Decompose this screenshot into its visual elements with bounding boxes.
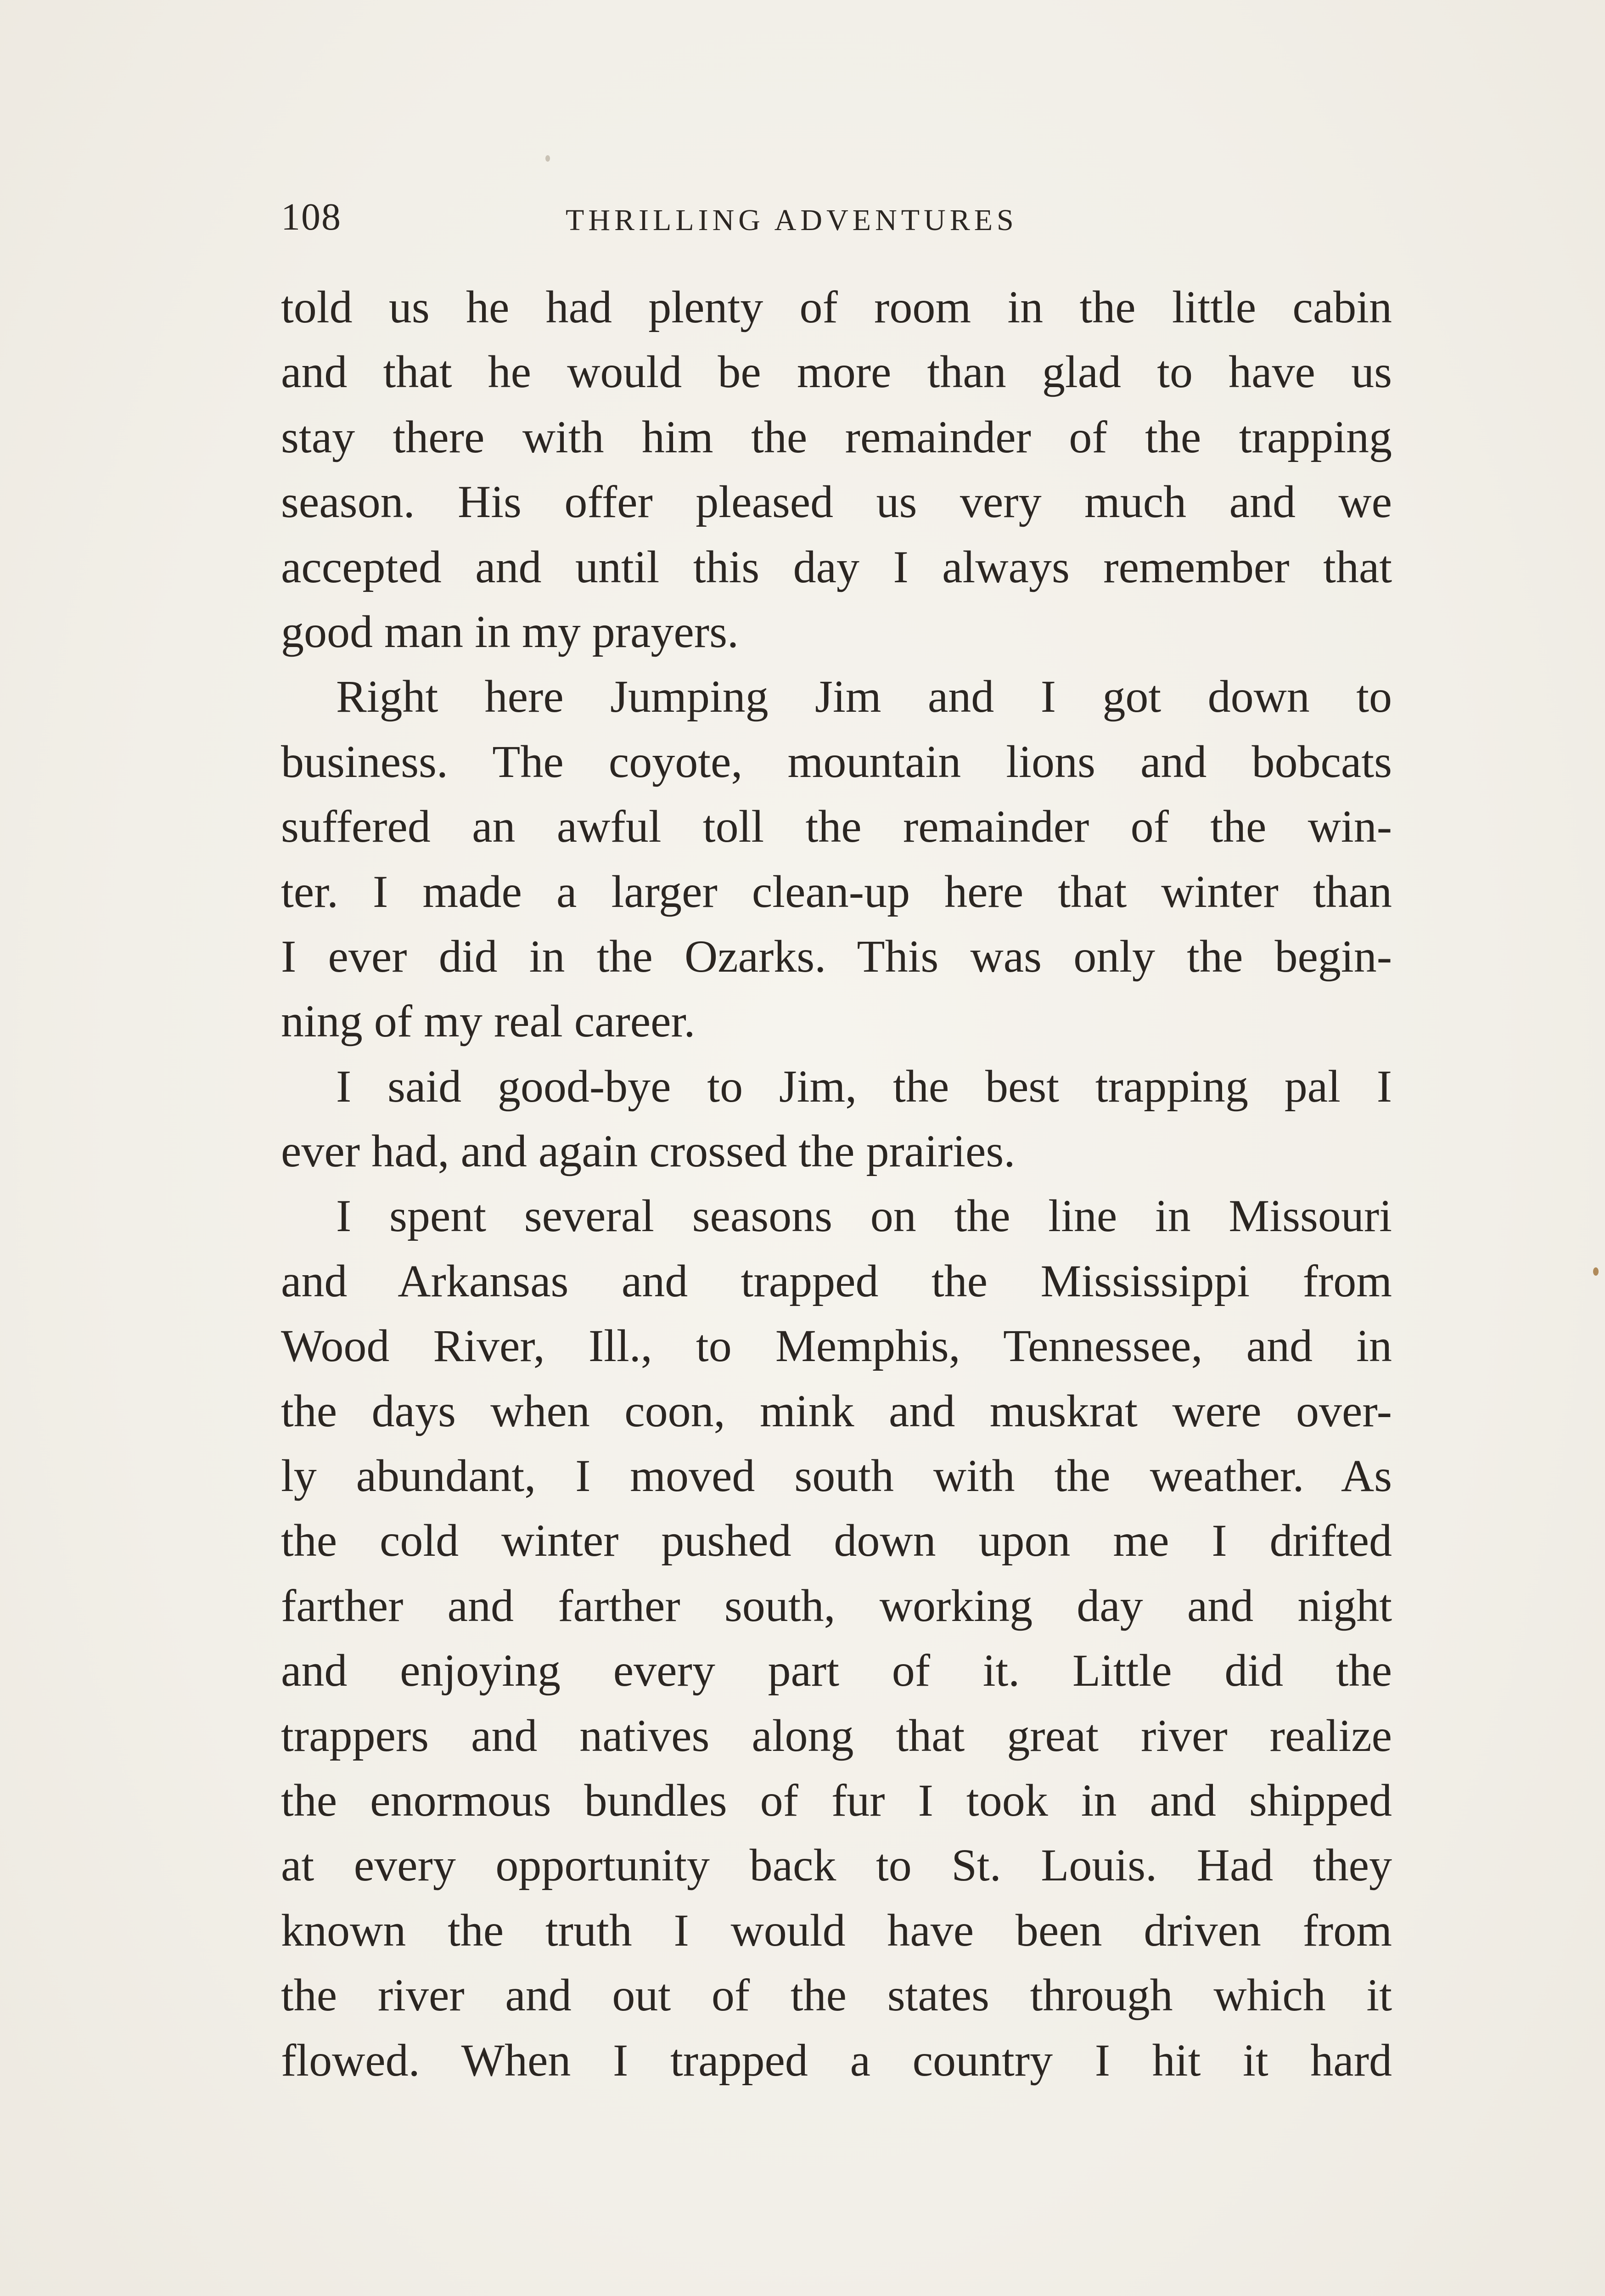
text-line: the enormous bundles of fur I took in and shipped [281, 1774, 1392, 1826]
text-line: business. The coyote, mountain lions and bobcats [281, 736, 1392, 787]
text-line: and that he would be more than glad to have us [281, 346, 1392, 398]
text-line: season. His offer pleased us very much and we [281, 476, 1392, 528]
text-line: the river and out of the states through which it [281, 1970, 1392, 2021]
text-line: suffered an awful toll the remainder of the win- [281, 801, 1392, 852]
paper-speck [1593, 1267, 1599, 1276]
text-line: Right here Jumping Jim and I got down to [336, 671, 1392, 722]
text-line: ever had, and again crossed the prairies. [281, 1125, 1016, 1177]
text-line: good man in my prayers. [281, 606, 739, 657]
body-text [281, 275, 1392, 2093]
paper-speck [545, 155, 550, 162]
text-line: ly abundant, I moved south with the weather. As [281, 1450, 1392, 1502]
text-line: I ever did in the Ozarks. This was only the begin- [281, 930, 1392, 982]
text-line: farther and farther south, working day and night [281, 1580, 1392, 1631]
text-line: I spent several seasons on the line in Missouri [336, 1190, 1392, 1242]
page-number: 108 [281, 196, 342, 238]
text-line: I said good-bye to Jim, the best trapping pal I [336, 1060, 1392, 1112]
running-head: THRILLING ADVENTURES [566, 203, 1018, 237]
text-line: the cold winter pushed down upon me I drifted [281, 1515, 1392, 1566]
text-line: Wood River, Ill., to Memphis, Tennessee, and in [281, 1320, 1392, 1372]
text-line: told us he had plenty of room in the little cabin [281, 281, 1392, 332]
text-line: stay there with him the remainder of the trapping [281, 411, 1392, 462]
text-line: ning of my real career. [281, 996, 696, 1047]
text-line: flowed. When I trapped a country I hit it hard [281, 2034, 1392, 2086]
text-line: ter. I made a larger clean-up here that winter than [281, 866, 1392, 917]
text-line: the days when coon, mink and muskrat were over- [281, 1385, 1392, 1436]
text-line: known the truth I would have been driven from [281, 1904, 1392, 1956]
text-line: at every opportunity back to St. Louis. Had they [281, 1840, 1392, 1891]
text-line: and enjoying every part of it. Little did the [281, 1645, 1392, 1696]
text-line: and Arkansas and trapped the Mississippi from [281, 1255, 1392, 1306]
text-line: accepted and until this day I always remember that [281, 541, 1392, 592]
page-header [281, 192, 1107, 242]
text-line: trappers and natives along that great river realize [281, 1710, 1392, 1761]
